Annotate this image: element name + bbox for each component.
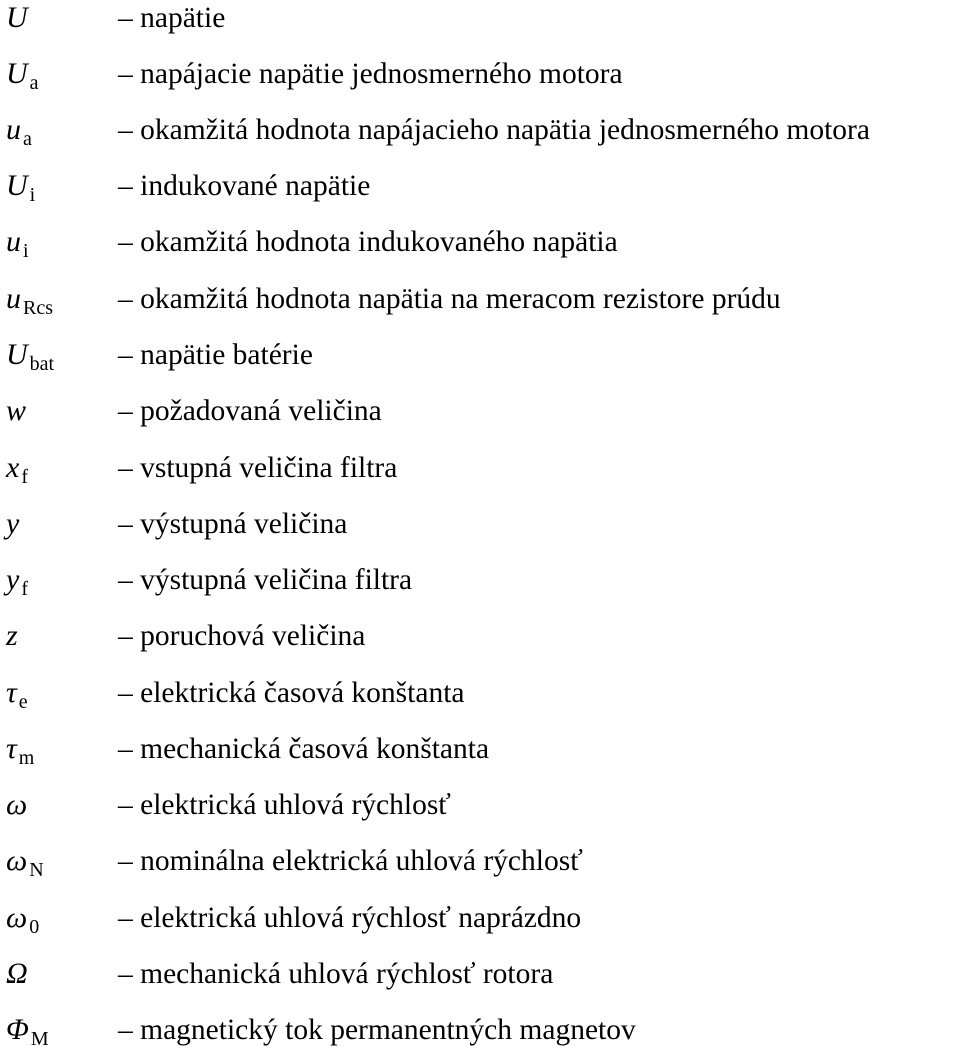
symbol-row (0, 271, 960, 327)
symbol-row (0, 46, 960, 102)
symbol-letter: U (6, 338, 28, 371)
symbol-subscript: 0 (29, 916, 40, 938)
symbol-letter: Ω (6, 957, 28, 990)
symbol-description: – výstupná veličina (118, 508, 348, 540)
symbol-row (0, 890, 960, 946)
symbol-subscript: M (30, 1028, 49, 1050)
symbol-row (0, 1002, 960, 1058)
symbol-description: – indukované napätie (118, 170, 371, 202)
symbol-subscript: f (21, 578, 28, 600)
symbol-description: – napätie batérie (118, 339, 313, 371)
symbol-letter: U (6, 169, 28, 202)
symbol-letter: u (6, 113, 21, 146)
symbol-row (0, 440, 960, 496)
symbol-description: – poruchová veličina (118, 620, 366, 652)
symbol-row (0, 946, 960, 1002)
symbol-description: – výstupná veličina filtra (118, 564, 413, 596)
symbol-letter: w (6, 394, 27, 427)
symbol (6, 890, 116, 949)
symbol-row (0, 552, 960, 608)
symbol-letter: x (6, 451, 20, 484)
symbol-letter: y (6, 507, 20, 540)
symbol-description: – mechanická uhlová rýchlosť rotora (118, 958, 554, 990)
symbol-description: – okamžitá hodnota indukovaného napätia (118, 226, 618, 258)
symbol (6, 608, 116, 667)
symbol-subscript: i (23, 240, 29, 262)
symbol-subscript: i (29, 184, 36, 206)
symbol-row (0, 102, 960, 158)
symbol (6, 102, 116, 161)
symbol-letter: ω (6, 788, 28, 821)
symbol-row (0, 721, 960, 777)
symbol-row (0, 214, 960, 270)
symbol-row (0, 608, 960, 664)
symbol (6, 1002, 116, 1061)
symbol-letter: z (6, 619, 18, 652)
symbol-description: – napájacie napätie jednosmerného motora (118, 58, 623, 90)
symbol-row (0, 158, 960, 214)
symbol (6, 440, 116, 499)
symbol-description: – mechanická časová konštanta (118, 733, 490, 765)
symbol-letter: u (6, 282, 21, 315)
symbol-description: – nominálna elektrická uhlová rýchlosť (118, 845, 583, 877)
symbol (6, 833, 116, 892)
symbol (6, 0, 116, 49)
symbol-subscript: Rcs (23, 297, 53, 319)
symbol-letter: U (6, 1, 28, 34)
symbol-row (0, 327, 960, 383)
symbol (6, 271, 116, 330)
symbol-description: – elektrická uhlová rýchlosť (118, 789, 451, 821)
symbol-description: – okamžitá hodnota napätia na meracom rezistore prúdu (118, 283, 781, 315)
symbol (6, 552, 116, 611)
symbol (6, 665, 116, 724)
symbol-letter: U (6, 57, 28, 90)
symbol-letter: ω (6, 901, 28, 934)
symbol-letter: τ (6, 732, 17, 765)
symbol-subscript: N (29, 859, 44, 881)
symbol-subscript: e (18, 691, 28, 713)
symbol-description: – elektrická uhlová rýchlosť naprázdno (118, 902, 582, 934)
symbol-description: – magnetický tok permanentných magnetov (118, 1014, 636, 1046)
symbol-row (0, 777, 960, 833)
symbol (6, 496, 116, 555)
symbol-subscript: a (23, 128, 32, 150)
symbol-letter: Φ (6, 1013, 29, 1046)
symbol (6, 327, 116, 386)
symbol (6, 777, 116, 836)
symbol (6, 721, 116, 780)
symbol-row (0, 496, 960, 552)
symbol-row (0, 833, 960, 889)
symbol-description: – napätie (118, 2, 226, 34)
symbol-letter: ω (6, 844, 28, 877)
symbol (6, 946, 116, 1005)
symbol-description: – elektrická časová konštanta (118, 677, 465, 709)
symbol-description: – okamžitá hodnota napájacieho napätia jednosmerného motora (118, 114, 870, 146)
symbol (6, 383, 116, 442)
symbol-letter: u (6, 225, 21, 258)
symbol-subscript: bat (29, 353, 55, 375)
symbol-subscript: m (18, 747, 35, 769)
symbol (6, 214, 116, 273)
symbol-row (0, 383, 960, 439)
symbol-subscript: f (21, 466, 28, 488)
symbol-subscript: a (29, 72, 39, 94)
symbol (6, 158, 116, 217)
symbol-row (0, 0, 960, 46)
symbol (6, 46, 116, 105)
symbol-description: – vstupná veličina filtra (118, 452, 398, 484)
symbol-row (0, 665, 960, 721)
symbol-letter: y (6, 563, 20, 596)
symbol-letter: τ (6, 676, 17, 709)
symbol-description: – požadovaná veličina (118, 395, 382, 427)
